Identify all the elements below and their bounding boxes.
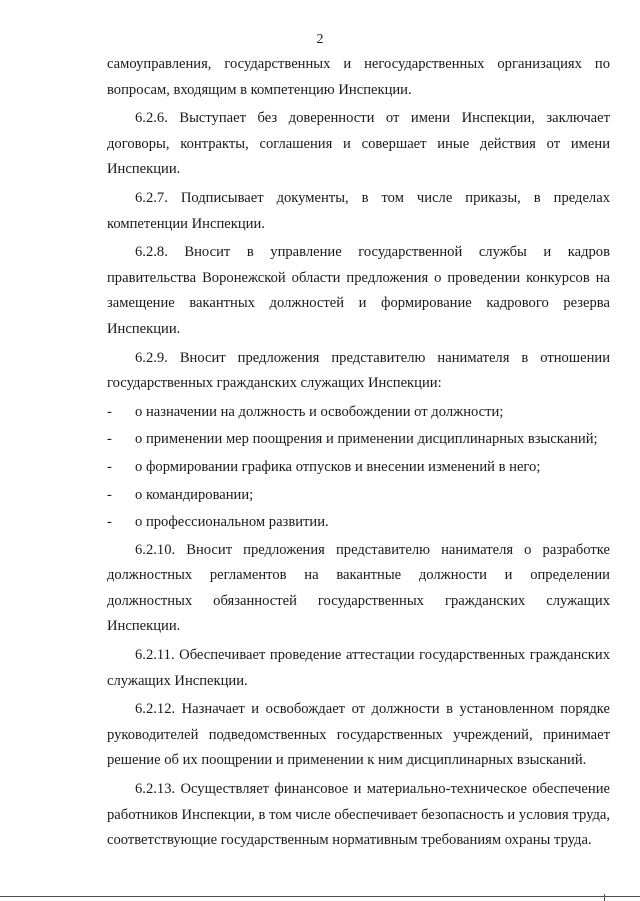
paragraph-6-2-13: 6.2.13. Осуществляет финансовое и материально-техническое обеспечение работников Инспекции, в том числе обеспечивает безопасность и условия труда, соответствующие государственным нормативным требованиям охраны труда. <box>107 781 610 849</box>
paragraph-6-2-7: 6.2.7. Подписывает документы, в том числе приказы, в пределах компетенции Инспекции. <box>107 189 610 232</box>
list-item <box>107 455 610 481</box>
list-item <box>107 400 610 426</box>
list-dash: - <box>107 486 112 503</box>
paragraph-6-2-10: 6.2.10. Вносит предложения представителю нанимателя о разработке должностных регламентов на вакантные должности и определении должностных обязанностей государственных гражданских служащих Инспекции. <box>107 541 610 635</box>
document-body <box>107 52 610 857</box>
list-dash: - <box>107 458 112 475</box>
paragraph-6-2-12: 6.2.12. Назначает и освобождает от должности в установленном порядке руководителей подведомственных государственных учреждений, принимает решение об их поощрении и применении к ним дисциплинарных взысканий. <box>107 701 610 769</box>
list-dash: - <box>107 514 112 531</box>
list-item-text: о применении мер поощрения и применении дисциплинарных взысканий; <box>135 431 598 448</box>
paragraph-6-2-8: 6.2.8. Вносит в управление государственной службы и кадров правительства Воронежской области предложения о проведении конкурсов на замещение вакантных должностей и формирование кадрового резерва Инспекции. <box>107 244 610 337</box>
paragraph-continuation: самоуправления, государственных и негосударственных организациях по вопросам, входящим в компетенцию Инспекции. <box>107 56 610 98</box>
list-item <box>107 483 610 509</box>
scan-edge-tick <box>604 894 605 901</box>
list-item-text: о профессиональном развитии. <box>135 514 329 531</box>
paragraph-6-2-11: 6.2.11. Обеспечивает проведение аттестации государственных гражданских служащих Инспекции. <box>107 647 610 689</box>
scan-bottom-edge <box>0 896 640 897</box>
list-item <box>107 510 610 536</box>
list-dash: - <box>107 431 112 448</box>
list-item <box>107 427 610 453</box>
list-item-text: о командировании; <box>135 486 254 503</box>
paragraph-6-2-9: 6.2.9. Вносит предложения представителю нанимателя в отношении государственных гражданских служащих Инспекции: <box>107 349 610 392</box>
list-dash: - <box>107 403 112 420</box>
list-item-text: о назначении на должность и освобождении от должности; <box>135 403 504 420</box>
page-number: 2 <box>316 32 324 47</box>
paragraph-6-2-6: 6.2.6. Выступает без доверенности от имени Инспекции, заключает договоры, контракты, соглашения и совершает иные действия от имени Инспекции. <box>107 110 610 178</box>
list-item-text: о формировании графика отпусков и внесении изменений в него; <box>135 458 541 475</box>
